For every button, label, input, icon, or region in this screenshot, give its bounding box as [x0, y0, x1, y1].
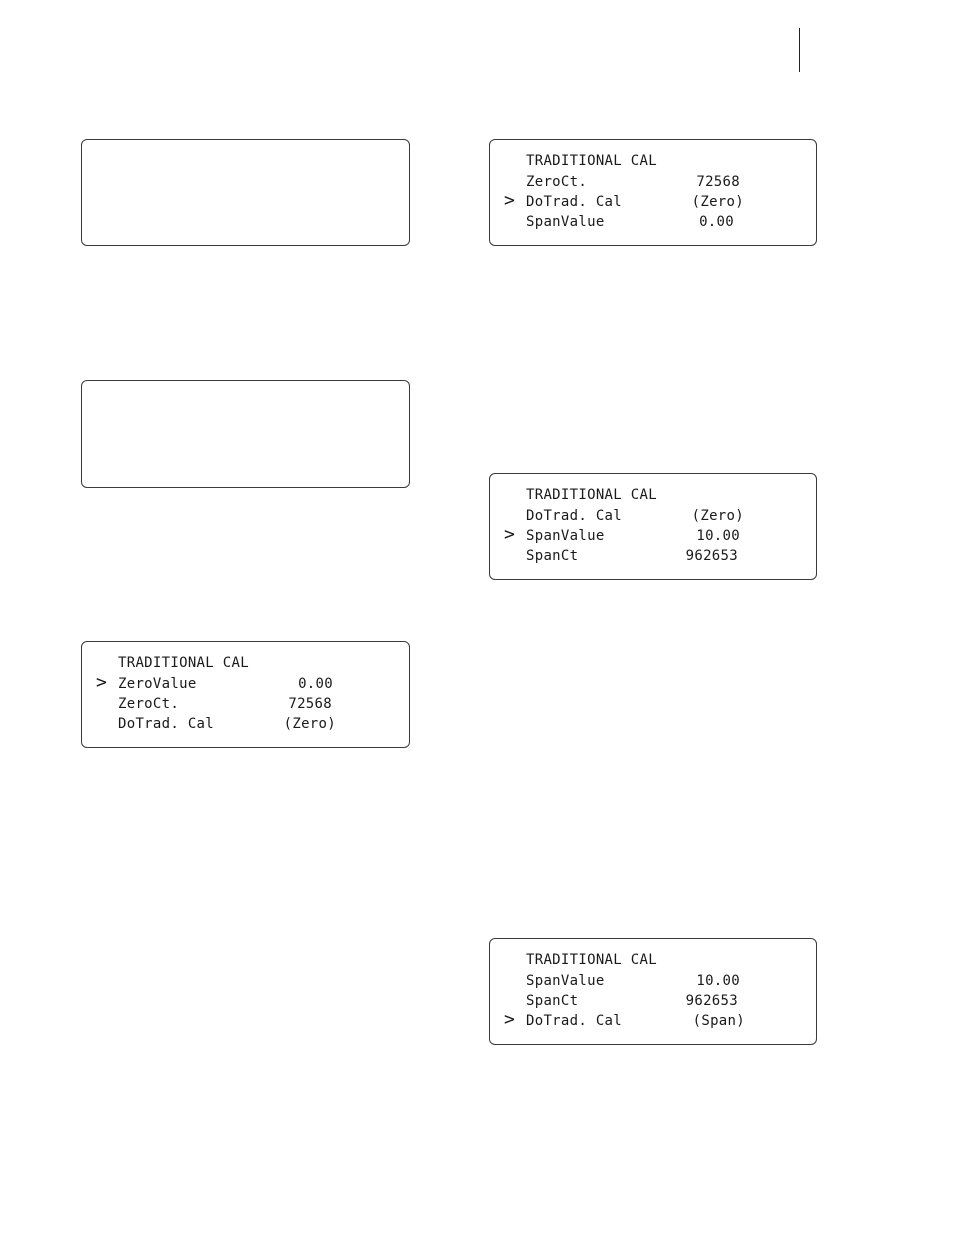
- lcd-menu-row[interactable]: [82, 674, 409, 694]
- lcd-title: TRADITIONAL CAL: [526, 153, 657, 169]
- lcd-menu-row[interactable]: [490, 212, 816, 232]
- lcd-display-span-value: [489, 473, 817, 580]
- lcd-display-zero-cal: [489, 139, 817, 246]
- lcd-menu-row[interactable]: [490, 192, 816, 212]
- row-value: 72568: [288, 696, 332, 712]
- row-value: 72568: [696, 174, 740, 190]
- row-value: (Span): [692, 1013, 745, 1029]
- page-edge-rule: [799, 28, 800, 72]
- row-label: DoTrad. Cal: [526, 194, 623, 210]
- lcd-menu-row[interactable]: [490, 526, 816, 546]
- lcd-display-empty: [81, 380, 410, 488]
- row-value: (Zero): [691, 194, 744, 210]
- lcd-menu-row[interactable]: [490, 971, 816, 991]
- row-value: (Zero): [283, 716, 336, 732]
- lcd-display-empty: [81, 139, 410, 246]
- row-value: 0.00: [298, 676, 333, 692]
- row-label: SpanValue: [526, 973, 605, 989]
- lcd-menu-row[interactable]: [82, 694, 409, 714]
- row-value: 10.00: [696, 528, 740, 544]
- row-label: DoTrad. Cal: [526, 1013, 623, 1029]
- lcd-title: TRADITIONAL CAL: [118, 655, 249, 671]
- row-label: DoTrad. Cal: [118, 716, 215, 732]
- lcd-display-zero-value: [81, 641, 410, 748]
- cursor-indicator: >: [504, 190, 516, 211]
- row-label: DoTrad. Cal: [526, 508, 623, 524]
- row-label: SpanValue: [526, 214, 605, 230]
- lcd-menu-row[interactable]: [490, 546, 816, 566]
- row-label: ZeroValue: [118, 676, 197, 692]
- row-value: 962653: [685, 548, 738, 564]
- lcd-menu-row[interactable]: [490, 172, 816, 192]
- cursor-indicator: >: [504, 1009, 516, 1030]
- row-value: (Zero): [691, 508, 744, 524]
- row-label: ZeroCt.: [526, 174, 588, 190]
- cursor-indicator: >: [96, 672, 108, 693]
- row-value: 962653: [685, 993, 738, 1009]
- lcd-display-span-cal: [489, 938, 817, 1045]
- row-label: ZeroCt.: [118, 696, 180, 712]
- row-value: 10.00: [696, 973, 740, 989]
- cursor-indicator: >: [504, 524, 516, 545]
- row-label: SpanCt: [526, 548, 579, 564]
- lcd-menu-row[interactable]: [490, 1011, 816, 1031]
- row-label: SpanValue: [526, 528, 605, 544]
- lcd-menu-row[interactable]: [490, 506, 816, 526]
- lcd-menu-row[interactable]: [490, 991, 816, 1011]
- lcd-menu-row[interactable]: [82, 714, 409, 734]
- lcd-title: TRADITIONAL CAL: [526, 487, 657, 503]
- lcd-title: TRADITIONAL CAL: [526, 952, 657, 968]
- row-label: SpanCt: [526, 993, 579, 1009]
- row-value: 0.00: [699, 214, 734, 230]
